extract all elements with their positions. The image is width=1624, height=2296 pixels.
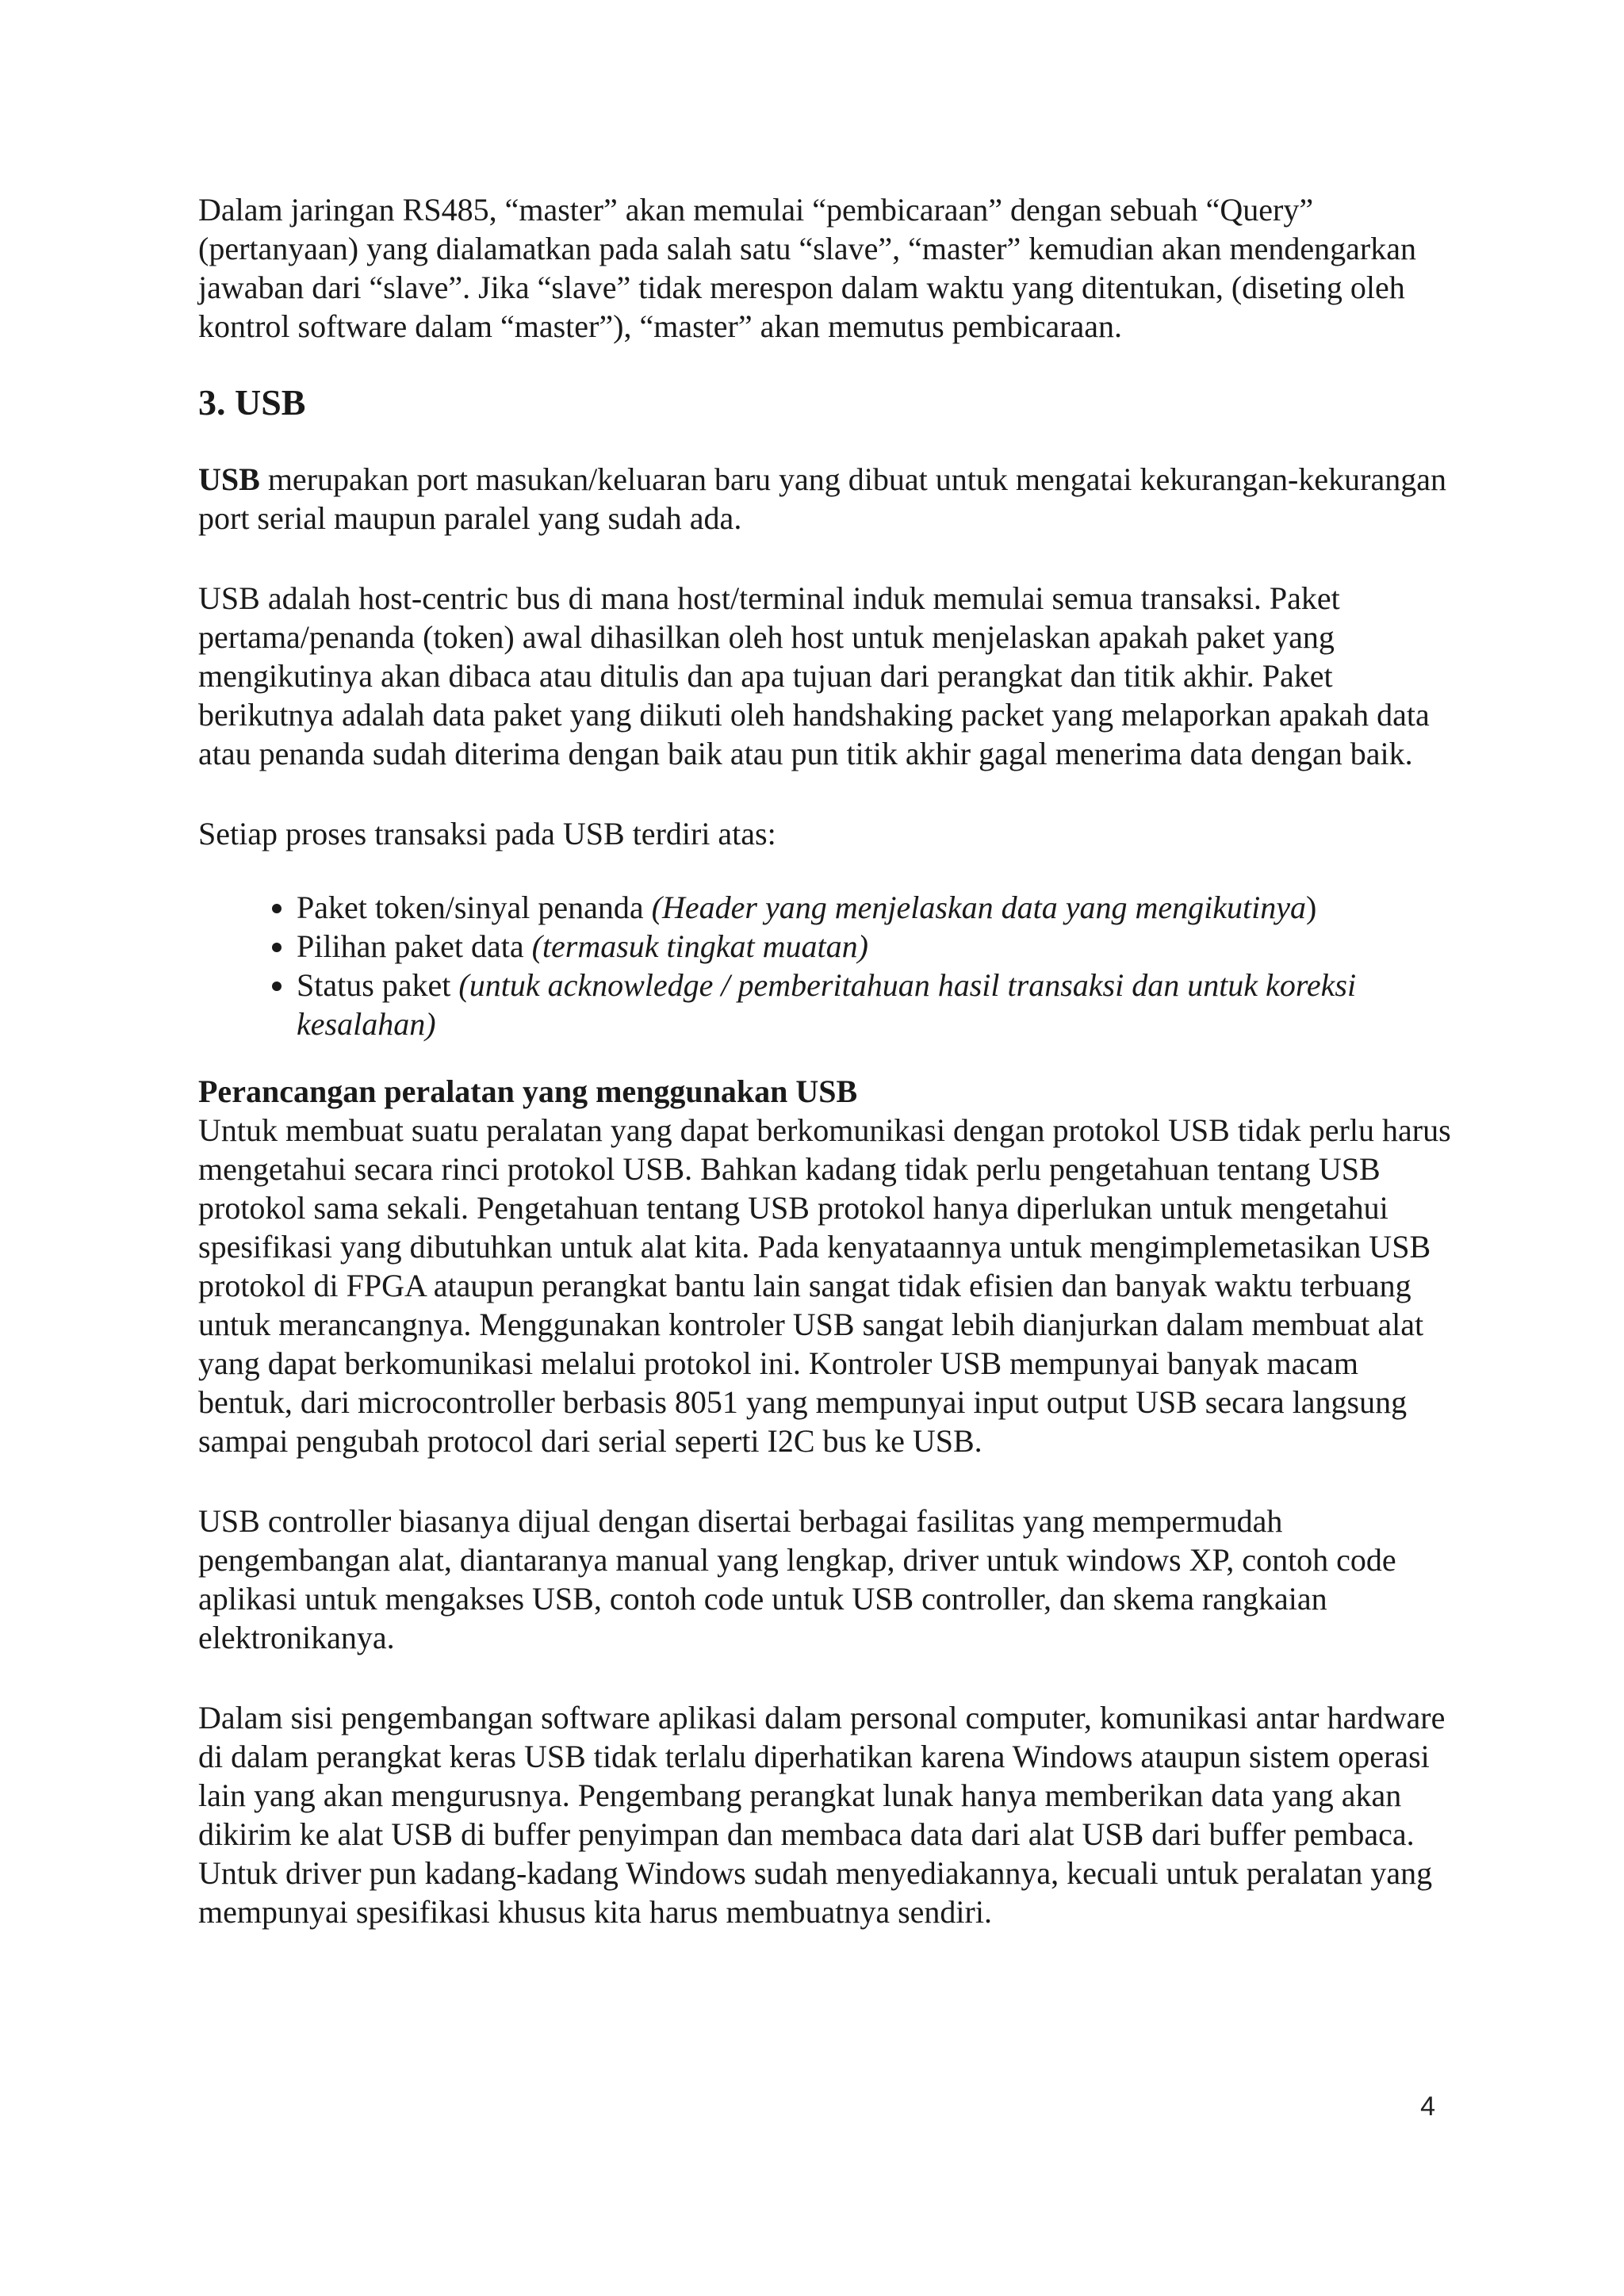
list-item: • Status paket (untuk acknowledge / pemberitahuan hasil transaksi dan untuk koreksi kesalahan) [297,966,1451,1043]
list-item: • Pilihan paket data (termasuk tingkat muatan) [297,927,1451,966]
software-paragraph: Dalam sisi pengembangan software aplikasi dalam personal computer, komunikasi antar hardware di dalam perangkat keras USB tidak terlalu diperhatikan karena Windows ataupun sistem operasi lain yang akan mengurusnya. Pengembang perangkat lunak hanya memberikan data yang akan dikirim ke alat USB di buffer penyimpan dan membaca data dari alat USB dari buffer pembaca. Untuk driver pun kadang-kadang Windows sudah menyediakannya, kecuali untuk peralatan yang mempunyai spesifikasi khusus kita harus membuatnya sendiri. [198,1700,1446,1930]
page-number: 4 [1420,2091,1435,2122]
document-page [198,190,1451,1931]
usb-bold-term: USB [198,461,260,497]
host-centric-paragraph: USB adalah host-centric bus di mana host/terminal induk memulai semua transaksi. Paket pertama/penanda (token) awal dihasilkan oleh host untuk menjelaskan apakah paket yang mengikutinya akan dibaca atau ditulis dan apa tujuan dari perangkat dan titik akhir. Paket berikutnya adalah data paket yang diikuti oleh handshaking packet yang melaporkan apakah data atau penanda sudah diterima dengan baik atau pun titik akhir gagal menerima data dengan baik. [198,580,1430,771]
transaction-list [198,888,1451,1043]
usb-definition-text: merupakan port masukan/keluaran baru yang dibuat untuk mengatai kekurangan-kekurangan port serial maupun paralel yang sudah ada. [198,461,1446,536]
section-heading: 3. USB [198,382,306,423]
design-subheading: Perancangan peralatan yang menggunakan USB [198,1073,858,1109]
intro-paragraph: Dalam jaringan RS485, “master” akan memulai “pembicaraan” dengan sebuah “Query” (pertanyaan) yang dialamatkan pada salah satu “slave”, “master” kemudian akan mendengarkan jawaban dari “slave”. Jika “slave” tidak merespon dalam waktu yang ditentukan, (diseting oleh kontrol software dalam “master”), “master” akan memutus pembicaraan. [198,192,1416,344]
usb-definition-paragraph [198,460,1451,538]
transaction-intro-paragraph: Setiap proses transaksi pada USB terdiri atas: [198,816,776,851]
controller-paragraph: USB controller biasanya dijual dengan disertai berbagai fasilitas yang mempermudah pengembangan alat, diantaranya manual yang lengkap, driver untuk windows XP, contoh code aplikasi untuk mengakses USB, contoh code untuk USB controller, dan skema rangkaian elektronikanya. [198,1503,1396,1655]
list-item: • Paket token/sinyal penanda (Header yang menjelaskan data yang mengikutinya) [297,888,1451,927]
design-paragraph: Untuk membuat suatu peralatan yang dapat berkomunikasi dengan protokol USB tidak perlu harus mengetahui secara rinci protokol USB. Bahkan kadang tidak perlu pengetahuan tentang USB protokol sama sekali. Pengetahuan tentang USB protokol hanya diperlukan untuk mengetahui spesifikasi yang dibutuhkan untuk alat kita. Pada kenyataannya untuk mengimplemetasikan USB protokol di FPGA ataupun perangkat bantu lain sangat tidak efisien dan banyak waktu terbuang untuk merancangnya. Menggunakan kontroler USB sangat lebih dianjurkan dalam membuat alat yang dapat berkomunikasi melalui protokol ini. Kontroler USB mempunyai banyak macam bentuk, dari microcontroller berbasis 8051 yang mempunyai input output USB secara langsung sampai pengubah protocol dari serial seperti I2C bus ke USB. [198,1112,1451,1459]
